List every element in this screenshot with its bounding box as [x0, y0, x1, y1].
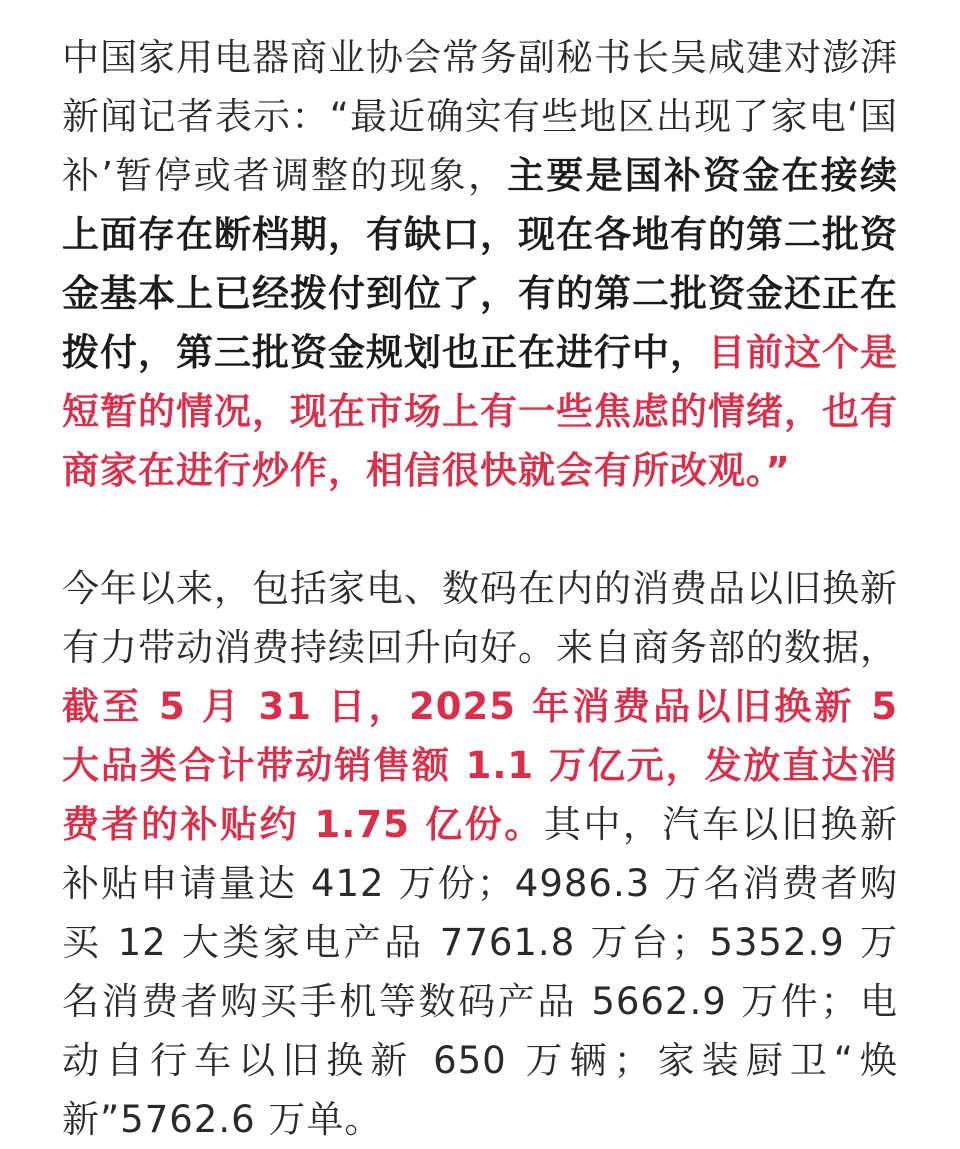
paragraph-statistics-highlight: 截至 5 月 31 日，2025 年消费品以旧换新 5 大品类合计带动销售额 1.1 万亿元，发放直达消费者的补贴约 1.75 亿份。 — [62, 685, 898, 846]
paragraph-quote-bold: 主要是国补资金在接续上面存在断档期，有缺口，现在各地有的第二批资金基本上已经拨付到位了，有的第二批资金还正在拨付，第三批资金规划也正在进行中， — [62, 154, 899, 374]
paragraph-quote — [62, 28, 898, 500]
paragraph-statistics-details: 其中，汽车以旧换新补贴申请量达 412 万份；4986.3 万名消费者购买 12 大类家电产品 7761.8 万台；5352.9 万名消费者购买手机等数码产品 5662.9 万件；电动自行车以旧换新 650 万辆；家装厨卫“焕新”5762.6 万单。 — [62, 803, 898, 1141]
article-body — [62, 28, 898, 1149]
paragraph-statistics — [62, 559, 898, 1149]
paragraph-statistics-intro: 今年以来，包括家电、数码在内的消费品以旧换新有力带动消费持续回升向好。来自商务部的数据， — [62, 567, 898, 669]
paragraph-quote-highlight: 目前这个是短暂的情况，现在市场上有一些焦虑的情绪，也有商家在进行炒作，相信很快就会有所改观。” — [62, 331, 898, 492]
paragraph-quote-intro: 中国家用电器商业协会常务副秘书长吴咸建对澎湃新闻记者表示：“最近确实有些地区出现了家电‘国补’暂停或者调整的现象， — [62, 36, 898, 197]
